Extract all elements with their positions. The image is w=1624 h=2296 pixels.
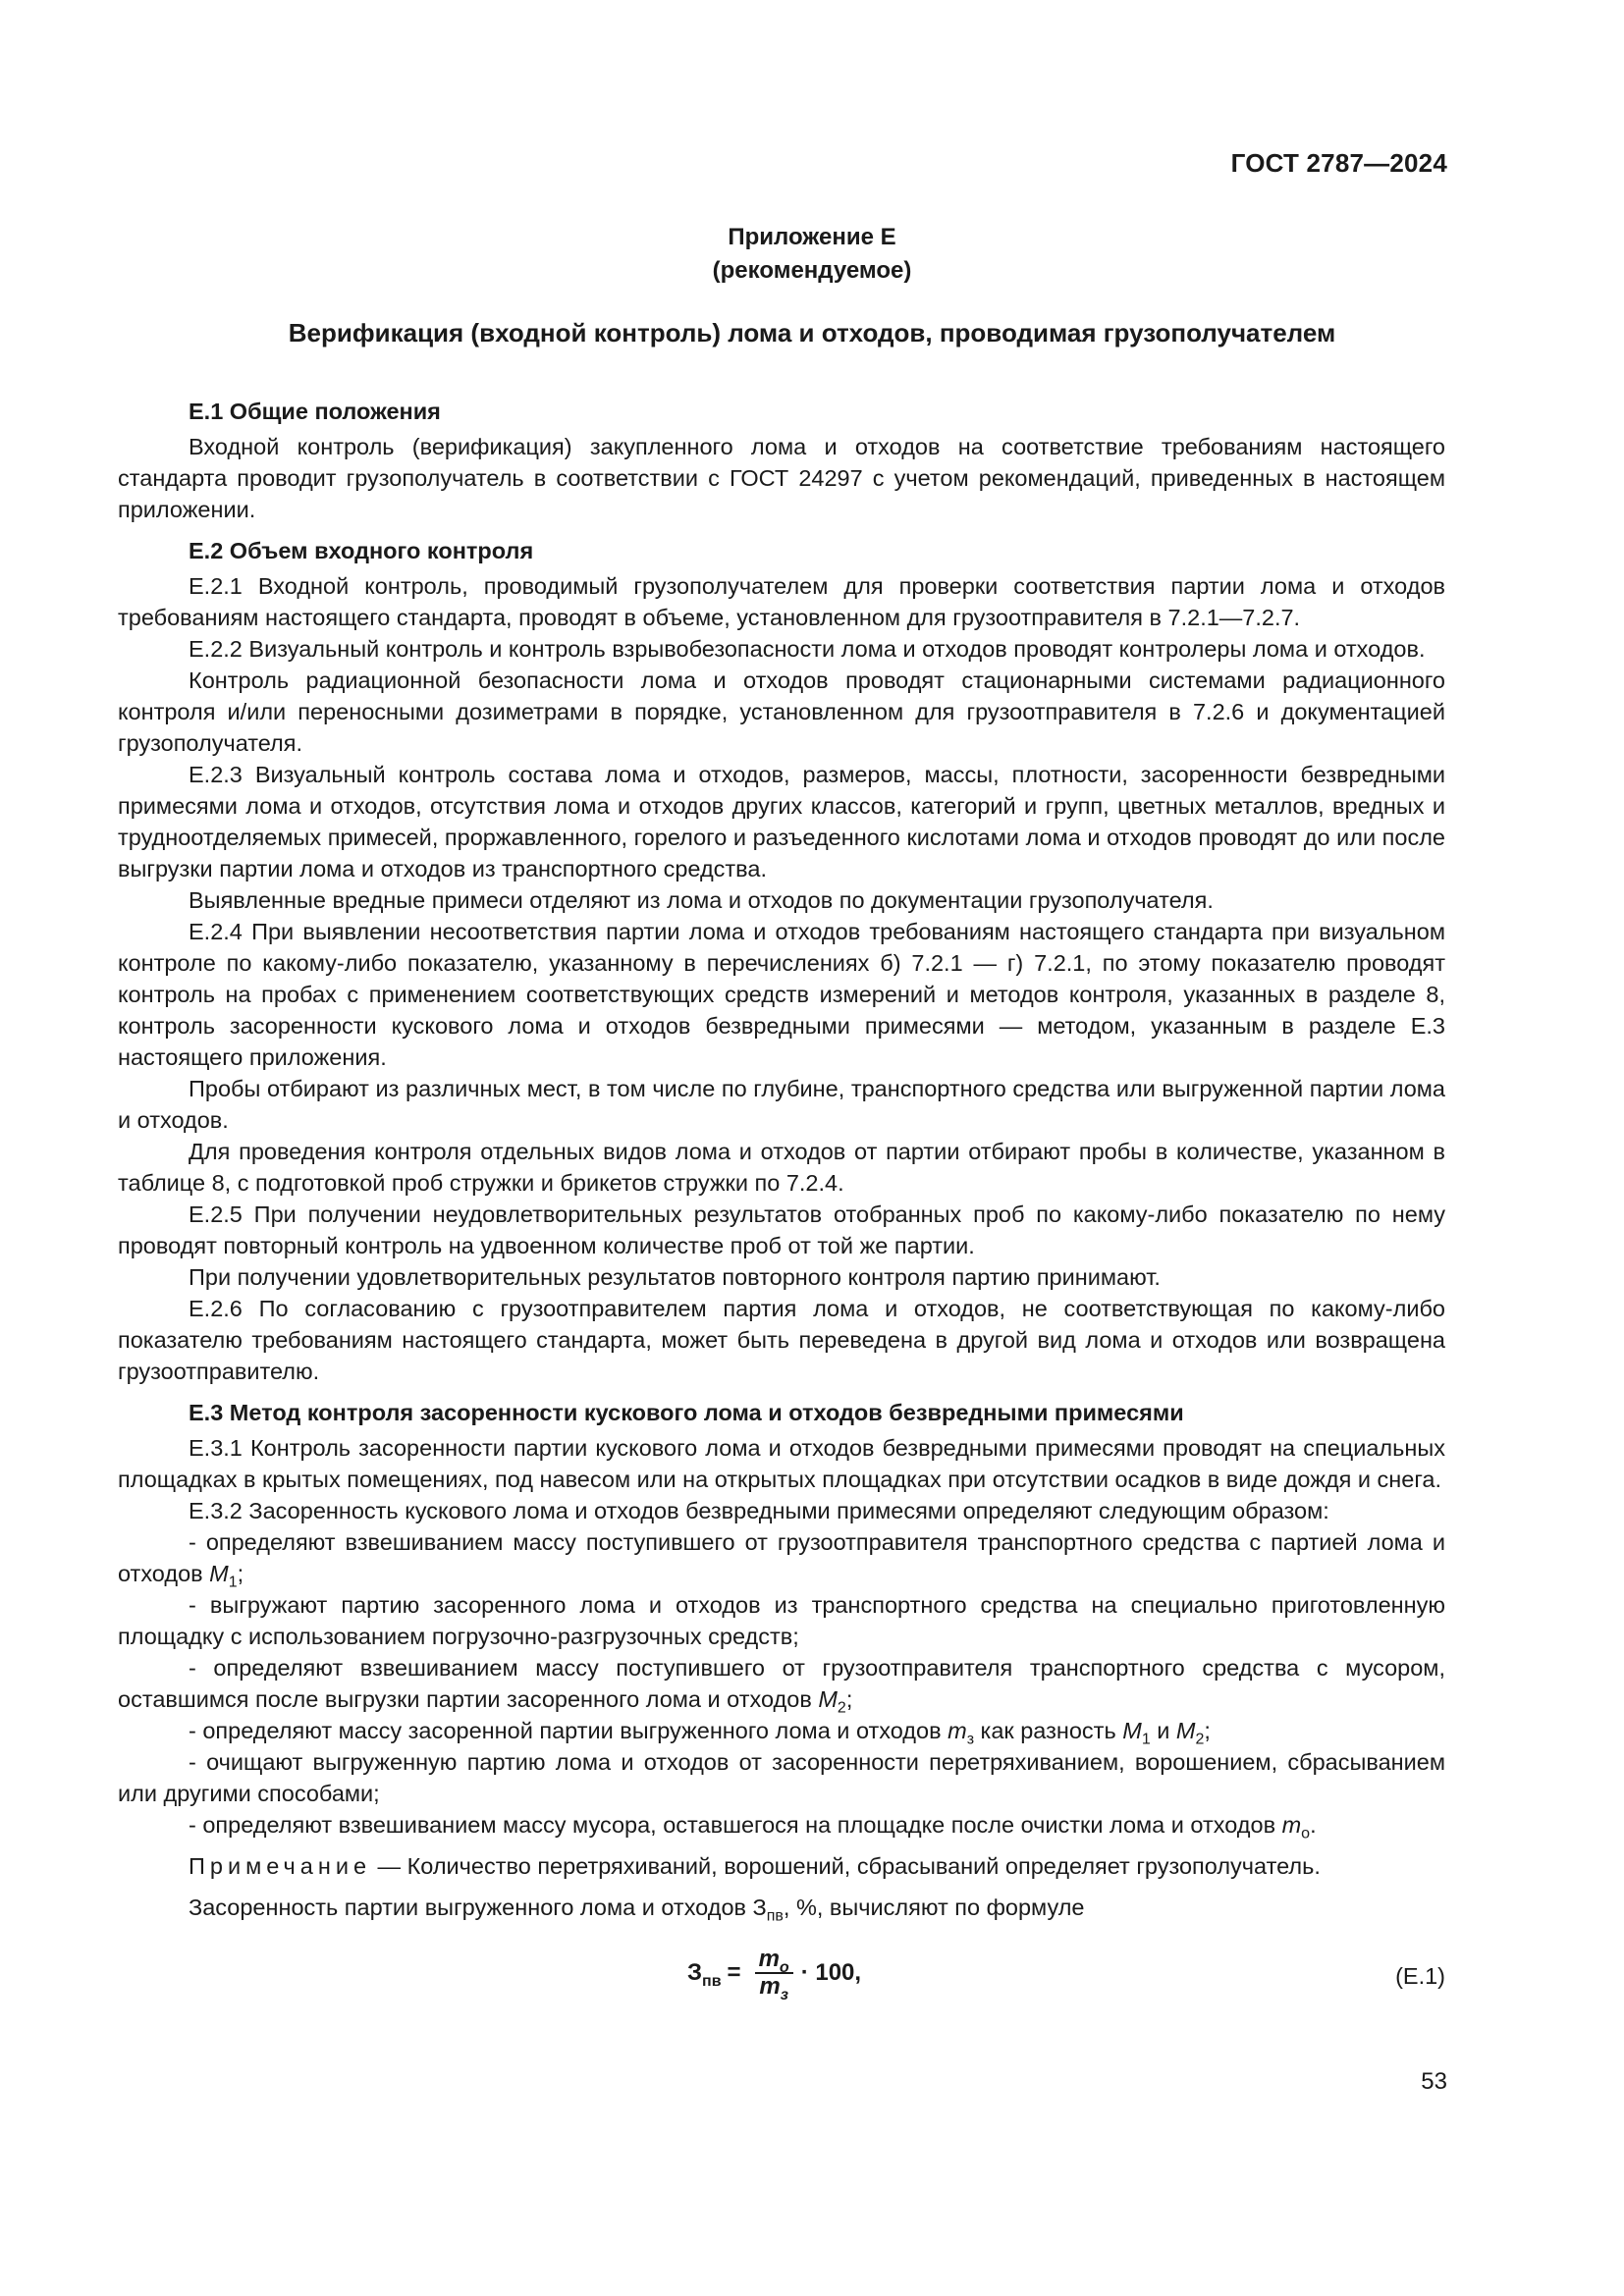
list-item: - определяют взвешиванием массу мусора, оставшегося на площадке после очистки лома и отходов $m_о$. [189,1812,1317,1842]
formula-e1 [687,1946,862,2003]
paragraph: Е.2.3 Визуальный контроль состава лома и отходов, размеров, массы, плотности, засоренности безвредными примесями лома и отходов, отсутствия лома и отходов других классов, категорий и групп, цветных металлов, вредных и трудноотделяемых примесей, проржавленного, горелого и разъеденного кислотами лома и отходов проводят до или после выгрузки партии лома и отходов из транспортного средства. [118,762,1445,881]
section-heading-e1: Е.1 Общие положения [189,399,441,424]
list-item: - определяют массу засоренной партии выгруженного лома и отходов $m_з$ как разность $M_1$ и $M_2$; [189,1718,1211,1748]
note-text: — Количество перетряхиваний, ворошений, сбрасываний определяет грузополучатель. [371,1853,1321,1879]
formula-intro: Засоренность партии выгруженного лома и отходов $З_{пв}$, %, вычисляют по формуле [189,1895,1085,1925]
note [118,1850,1445,1882]
note-label: Примечание [189,1853,372,1879]
paragraph: Е.3.2 Засоренность кускового лома и отходов безвредными примесями определяют следующим образом: [189,1498,1329,1523]
section-heading-e2: Е.2 Объем входного контроля [189,538,534,563]
annex-status: (рекомендуемое) [712,257,912,284]
formula-numerator: $m_о$ [755,1947,793,1974]
formula-row [118,1941,1445,2019]
document-title: Верификация (входной контроль) лома и отходов, проводимая грузополучателем [288,318,1336,347]
annex-title: Приложение Е [728,224,896,250]
formula-equals: = [727,1959,741,1986]
document-code: ГОСТ 2787—2024 [1230,148,1447,178]
paragraph: Контроль радиационной безопасности лома и отходов проводят стационарными системами радиационного контроля и/или переносными дозиметрами в порядке, установленном для грузоотправителя в 7.2.6 и документацией грузополучателя. [118,667,1445,756]
paragraph: Входной контроль (верификация) закупленного лома и отходов на соответствие требованиям настоящего стандарта проводит грузополучатель в соответствии с ГОСТ 24297 с учетом рекомендаций, приведенных в настоящем приложении. [118,434,1445,522]
formula-fraction [755,1946,793,2003]
list-item: - определяют взвешиванием массу поступившего от грузоотправителя транспортного средства с мусором, оставшимся после выгрузки партии засоренного лома и отходов $M_2$; [118,1655,1445,1717]
formula-denominator: $m_з$ [759,1973,788,2003]
list-item: - выгружают партию засоренного лома и отходов из транспортного средства на специально приготовленную площадку с использованием погрузочно-разгрузочных средств; [118,1592,1445,1649]
list-item: - определяют взвешиванием массу поступившего от грузоотправителя транспортного средства с партией лома и отходов $M_1$; [118,1529,1445,1591]
section-heading-e3: Е.3 Метод контроля засоренности кускового лома и отходов безвредными примесями [189,1400,1184,1425]
paragraph: Е.2.6 По согласованию с грузоотправителем партия лома и отходов, не соответствующая по какому-либо показателю требованиям настоящего стандарта, может быть переведена в другой вид лома и отходов или возвращена грузоотправителю. [118,1296,1445,1384]
paragraph: Е.2.2 Визуальный контроль и контроль взрывобезопасности лома и отходов проводят контролеры лома и отходов. [189,636,1426,662]
annex-heading [0,221,1624,288]
document-body [118,396,1445,2019]
paragraph: Выявленные вредные примеси отделяют из лома и отходов по документации грузополучателя. [189,887,1214,913]
page-number: 53 [1421,2068,1447,2095]
paragraph: Е.2.5 При получении неудовлетворительных результатов отобранных проб по какому-либо показателю по нему проводят повторный контроль на удвоенном количестве проб от той же партии. [118,1201,1445,1258]
paragraph: Е.3.1 Контроль засоренности партии кускового лома и отходов безвредными примесями проводят на специальных площадках в крытых помещениях, под навесом или на открытых площадках при отсутствии осадков в виде дождя и снега. [118,1435,1445,1492]
paragraph: При получении удовлетворительных результатов повторного контроля партию принимают. [189,1264,1161,1290]
list-item: - очищают выгруженную партию лома и отходов от засоренности перетряхиванием, ворошением, сбрасыванием или другими способами; [118,1749,1445,1806]
paragraph: Е.2.1 Входной контроль, проводимый грузополучателем для проверки соответствия партии лома и отходов требованиям настоящего стандарта, проводят в объеме, установленном для грузоотправителя в 7.2.1—7.2.7. [118,573,1445,630]
paragraph: Для проведения контроля отдельных видов лома и отходов от партии отбирают пробы в количестве, указанном в таблице 8, с подготовкой проб стружки и брикетов стружки по 7.2.4. [118,1139,1445,1196]
paragraph: Е.2.4 При выявлении несоответствия партии лома и отходов требованиям настоящего стандарта при визуальном контроле по какому-либо показателю, указанному в перечислениях б) 7.2.1 — г) 7.2.1, по этому показателю проводят контроль на пробах с применением соответствующих средств измерений и методов контроля, указанных в разделе 8, контроль засоренности кускового лома и отходов безвредными примесями — методом, указанным в разделе Е.3 настоящего приложения. [118,919,1445,1070]
formula-lhs: $З_{пв}$ [687,1959,722,1990]
formula-tail: · 100, [800,1959,862,1986]
formula-number: (Е.1) [1395,1963,1445,1989]
paragraph: Пробы отбирают из различных мест, в том числе по глубине, транспортного средства или выгруженной партии лома и отходов. [118,1076,1445,1133]
